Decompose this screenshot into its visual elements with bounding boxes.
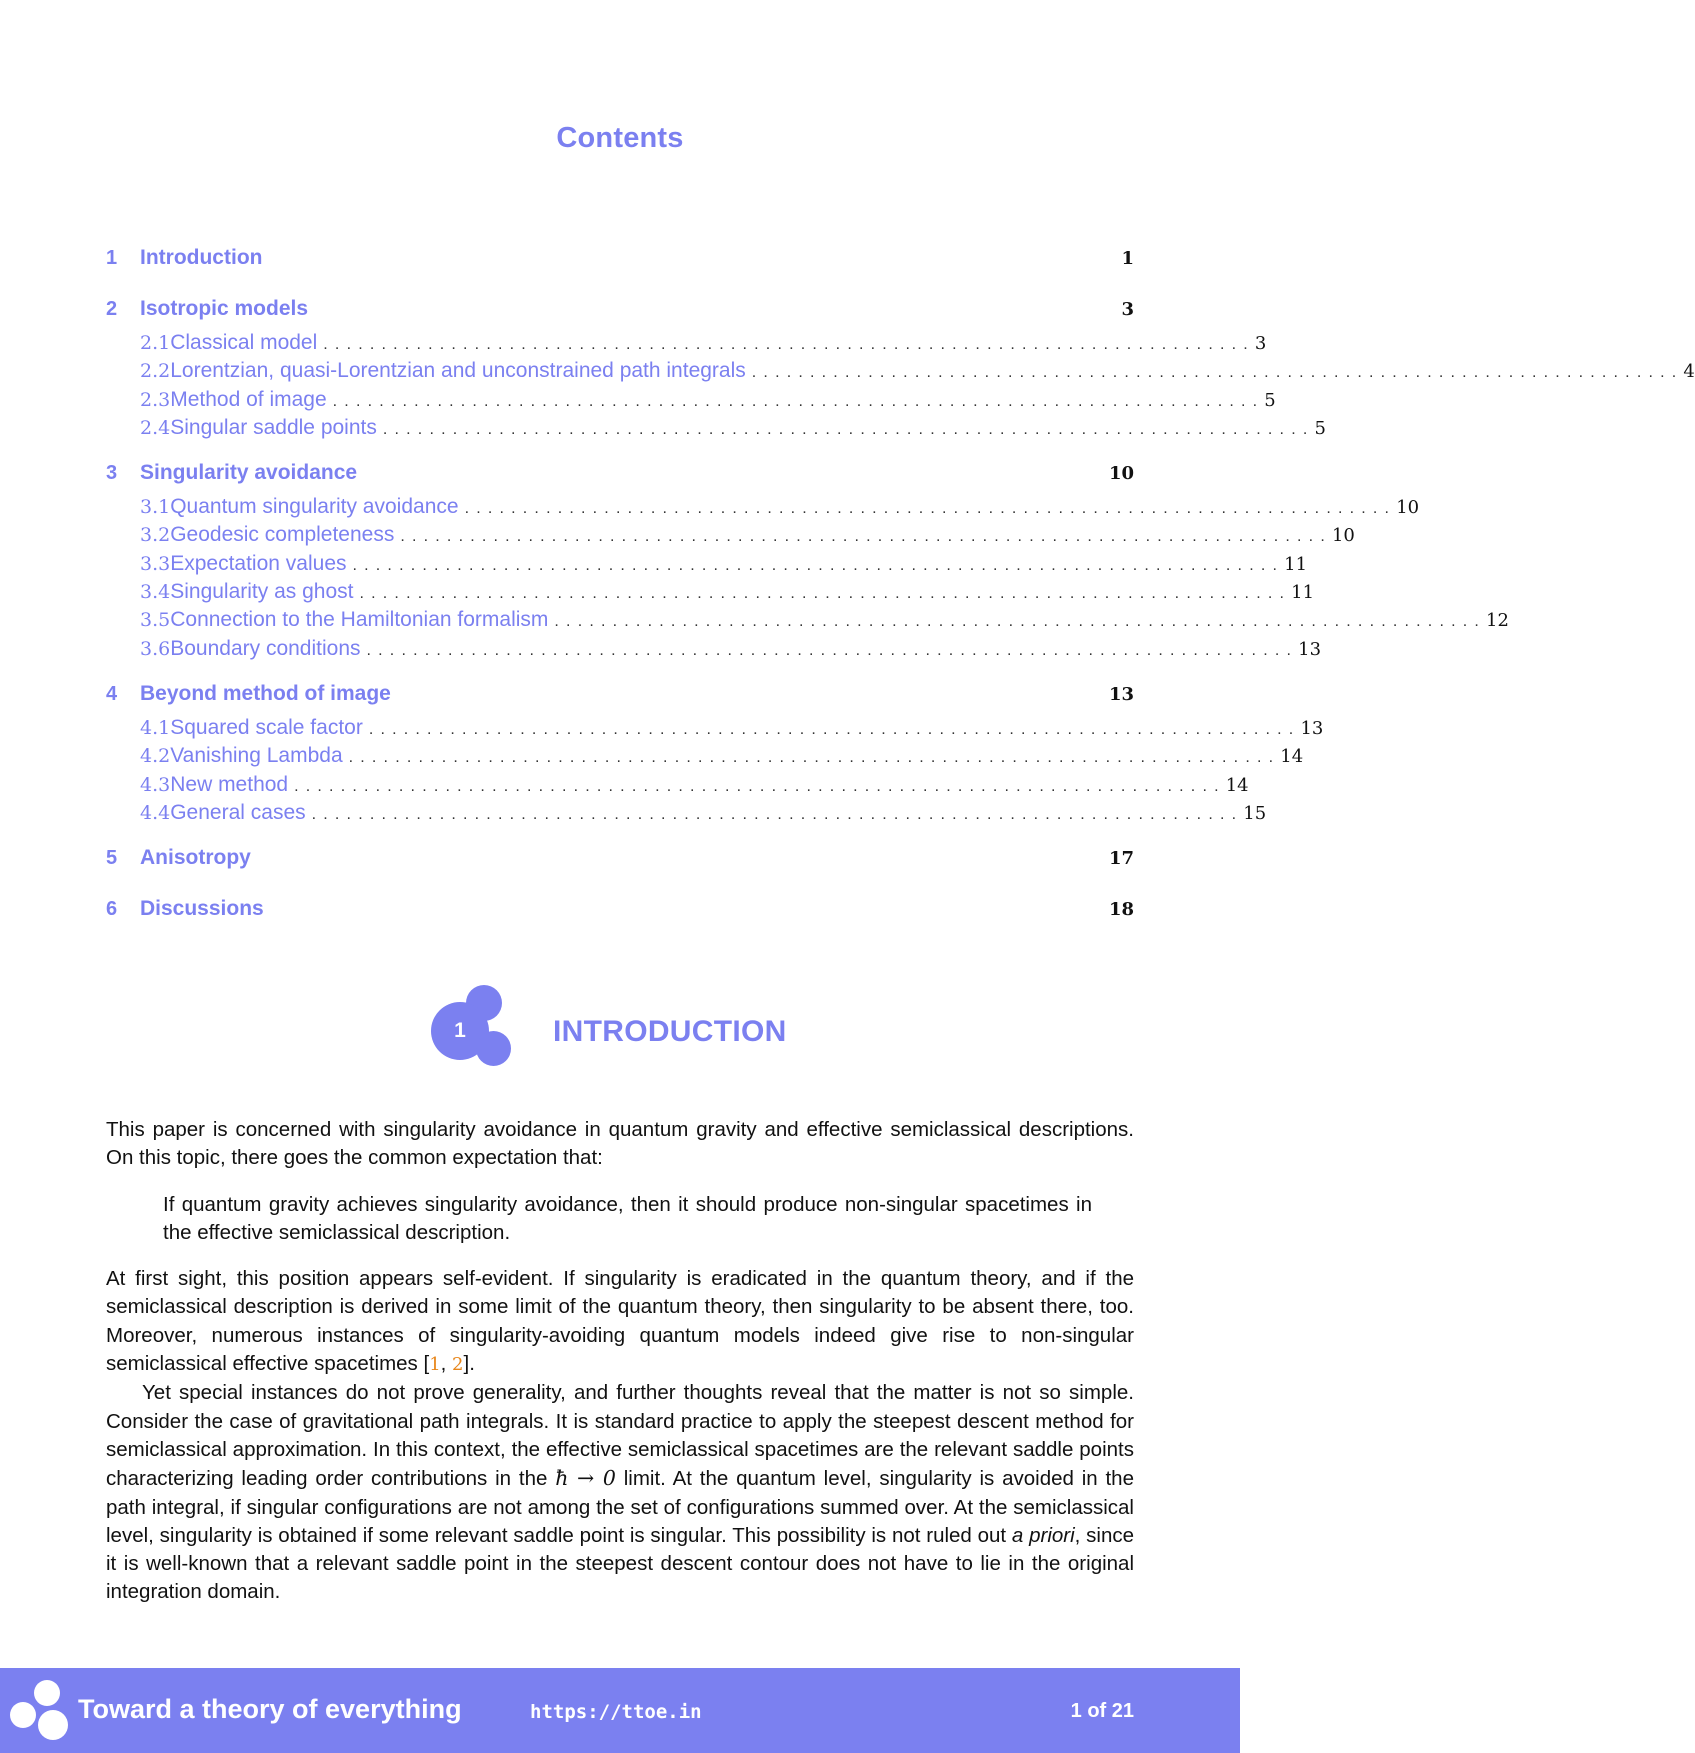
- toc-page-number: 3: [1254, 333, 1267, 354]
- toc-subsection-number: 4.3: [140, 773, 171, 796]
- math-expression: ħ → 0: [555, 1466, 616, 1491]
- toc-subsection[interactable]: [106, 744, 1304, 772]
- toc-subsection[interactable]: [106, 636, 1322, 665]
- toc-page-number: 5: [1264, 389, 1276, 411]
- journal-url[interactable]: https://ttoe.in: [530, 1701, 702, 1723]
- toc-page-number: 3: [1121, 299, 1134, 320]
- body-text: [106, 1116, 1134, 1607]
- toc-page-number: 13: [1300, 717, 1324, 739]
- toc-subsection-number: 2.3: [140, 388, 171, 411]
- toc-page-number: 5: [1314, 417, 1326, 439]
- toc-subsection-title[interactable]: Singular saddle points: [170, 415, 377, 439]
- toc-subsection[interactable]: [106, 331, 1267, 359]
- toc-leader-dots: ................................................................................: [554, 613, 1487, 631]
- toc-subsection-title[interactable]: Method of image: [170, 387, 327, 411]
- toc-subsection-number: 4.4: [140, 801, 171, 824]
- toc-section[interactable]: [106, 461, 1134, 495]
- toc-subsection-number: 3.6: [140, 637, 171, 660]
- page-counter: 1 of 21: [1070, 1700, 1134, 1722]
- toc-section-number: 2: [106, 298, 118, 320]
- toc-section-title[interactable]: Introduction: [140, 246, 263, 269]
- toc-page-number: 10: [1396, 497, 1420, 519]
- toc-subsection-number: 3.5: [140, 609, 171, 632]
- page-footer: [0, 1668, 1240, 1753]
- toc-leader-dots: ................................................................................: [464, 500, 1397, 518]
- toc-title: Contents: [556, 122, 684, 154]
- section-number: 1: [454, 1019, 466, 1042]
- toc-section-title[interactable]: Singularity avoidance: [140, 461, 358, 485]
- toc-subsection-number: 4.2: [140, 745, 171, 768]
- toc-leader-dots: ................................................................................: [348, 749, 1281, 767]
- toc-page-number: 17: [1108, 848, 1134, 870]
- toc-subsection-number: 2.2: [140, 360, 171, 383]
- citation-link[interactable]: 2: [452, 1354, 464, 1376]
- block-quote: If quantum gravity achieves singularity avoidance, then it should produce non-singular spacetimes in the effective semiclassical description.: [163, 1192, 1092, 1244]
- paragraph: At first sight, this position appears self-evident. If singularity is eradicated in the quantum theory, and if the semiclassical description is derived in some limit of the quantum theory, then singularity to be absent there, too. Moreover, numerous instances of singularity-avoiding quantum models indeed give rise to non-singular semiclassical effective spacetimes [1, 2].: [106, 1267, 1134, 1376]
- toc-page-number: 13: [1108, 683, 1134, 705]
- toc-page-number: 18: [1108, 899, 1134, 921]
- toc-subsection-title[interactable]: Connection to the Hamiltonian formalism: [170, 608, 549, 632]
- toc-subsection[interactable]: [106, 580, 1315, 608]
- emphasis: a priori: [1011, 1523, 1075, 1547]
- toc-page-number: 11: [1291, 582, 1315, 604]
- toc-page-number: 4: [1683, 361, 1695, 383]
- toc-subsection-number: 3.2: [140, 524, 171, 547]
- toc-page-number: 14: [1225, 774, 1249, 796]
- logo-icon: [10, 1680, 66, 1742]
- toc-subsection[interactable]: [106, 387, 1276, 416]
- section-number-badge: [428, 984, 514, 1070]
- toc-subsection[interactable]: [106, 415, 1326, 444]
- toc-leader-dots: ................................................................................: [368, 720, 1301, 738]
- toc-leader-dots: ................................................................................: [366, 641, 1299, 659]
- toc-section-title[interactable]: Beyond method of image: [140, 681, 391, 705]
- table-of-contents: [106, 246, 1695, 931]
- toc-section-title[interactable]: Isotropic models: [140, 297, 309, 320]
- toc-subsection-title[interactable]: General cases: [170, 800, 306, 824]
- toc-page-number: 13: [1298, 638, 1322, 660]
- toc-page-number: 10: [1108, 463, 1134, 485]
- toc-page-number: 15: [1243, 802, 1267, 824]
- toc-page-number: 12: [1486, 610, 1509, 632]
- toc-section[interactable]: [106, 897, 1134, 931]
- toc-subsection-title[interactable]: Boundary conditions: [170, 636, 361, 660]
- paragraph: Yet special instances do not prove generality, and further thoughts reveal that the matter is not so simple. Consider the case of gravitational path integrals. It is standard practice to apply the steepest descent method for semiclassical approximation. In this context, the effective semiclassical spacetimes are the relevant saddle points characterizing leading order contributions in the ħ → 0 limit. At the quantum level, singularity is avoided in the path integral, if singular configurations are not among the set of configurations summed over. At the semiclassical level, singularity is obtained if some relevant saddle point is singular. This possibility is not ruled out a priori, since it is well-known that a relevant saddle point in the steepest descent contour does not have to lie in the original integration domain.: [106, 1381, 1135, 1604]
- toc-subsection-title[interactable]: Quantum singularity avoidance: [170, 495, 459, 519]
- toc-page-number: 1: [1121, 248, 1134, 269]
- toc-subsection[interactable]: [106, 523, 1355, 551]
- toc-leader-dots: ................................................................................: [294, 777, 1226, 795]
- toc-leader-dots: ................................................................................: [311, 805, 1244, 823]
- toc-section-number: 6: [106, 898, 118, 921]
- toc-subsection[interactable]: [106, 772, 1249, 801]
- toc-subsection-title[interactable]: New method: [170, 772, 289, 796]
- toc-leader-dots: ................................................................................: [400, 528, 1332, 546]
- toc-page-number: 10: [1331, 525, 1355, 547]
- toc-subsection[interactable]: [106, 495, 1420, 523]
- toc-subsection-title[interactable]: Vanishing Lambda: [170, 744, 343, 768]
- toc-subsection-title[interactable]: Singularity as ghost: [170, 580, 354, 604]
- toc-subsection-title[interactable]: Lorentzian, quasi-Lorentzian and unconstrained path integrals: [170, 359, 746, 383]
- toc-subsection-number: 2.4: [140, 416, 171, 439]
- journal-name: Toward a theory of everything: [78, 1694, 462, 1724]
- toc-section-title[interactable]: Discussions: [140, 897, 264, 921]
- toc-subsection[interactable]: [106, 800, 1267, 829]
- toc-subsection[interactable]: [106, 359, 1695, 387]
- toc-leader-dots: ................................................................................: [382, 420, 1315, 438]
- toc-page-number: 11: [1284, 553, 1308, 575]
- toc-subsection-title[interactable]: Squared scale factor: [170, 715, 363, 739]
- toc-section[interactable]: [106, 297, 1134, 331]
- toc-page-number: 14: [1280, 746, 1304, 768]
- toc-subsection-number: 3.4: [140, 581, 171, 604]
- section-title: INTRODUCTION: [553, 1015, 787, 1048]
- toc-subsection-title[interactable]: Expectation values: [170, 551, 347, 575]
- toc-section-title[interactable]: Anisotropy: [140, 846, 251, 870]
- toc-subsection-number: 4.1: [140, 716, 171, 739]
- section-heading: [428, 984, 828, 1070]
- paragraph: This paper is concerned with singularity avoidance in quantum gravity and effective semiclassical descriptions. On this topic, there goes the common expectation that:: [106, 1118, 1134, 1170]
- toc-subsection-number: 2.1: [140, 332, 171, 354]
- citation-link[interactable]: 1: [429, 1354, 441, 1376]
- toc-leader-dots: ................................................................................: [352, 556, 1285, 574]
- toc-leader-dots: ................................................................................: [359, 585, 1292, 603]
- toc-section-number: 3: [106, 462, 118, 485]
- toc-section-number: 5: [106, 847, 118, 870]
- toc-leader-dots: ................................................................................: [332, 392, 1265, 410]
- toc-section-number: 1: [106, 247, 118, 269]
- toc-section[interactable]: [106, 682, 1134, 716]
- toc-section-number: 4: [106, 682, 118, 705]
- toc-section[interactable]: [106, 246, 1134, 280]
- toc-leader-dots: ................................................................................: [323, 336, 1255, 353]
- toc-subsection-number: 3.1: [140, 496, 171, 519]
- toc-subsection[interactable]: [106, 608, 1509, 636]
- toc-subsection[interactable]: [106, 551, 1308, 580]
- toc-subsection-number: 3.3: [140, 552, 171, 575]
- toc-subsection-title[interactable]: Classical model: [170, 331, 318, 354]
- toc-subsection-title[interactable]: Geodesic completeness: [170, 523, 395, 547]
- toc-subsection[interactable]: [106, 715, 1324, 744]
- toc-leader-dots: ................................................................................: [751, 364, 1684, 382]
- toc-section[interactable]: [106, 846, 1134, 880]
